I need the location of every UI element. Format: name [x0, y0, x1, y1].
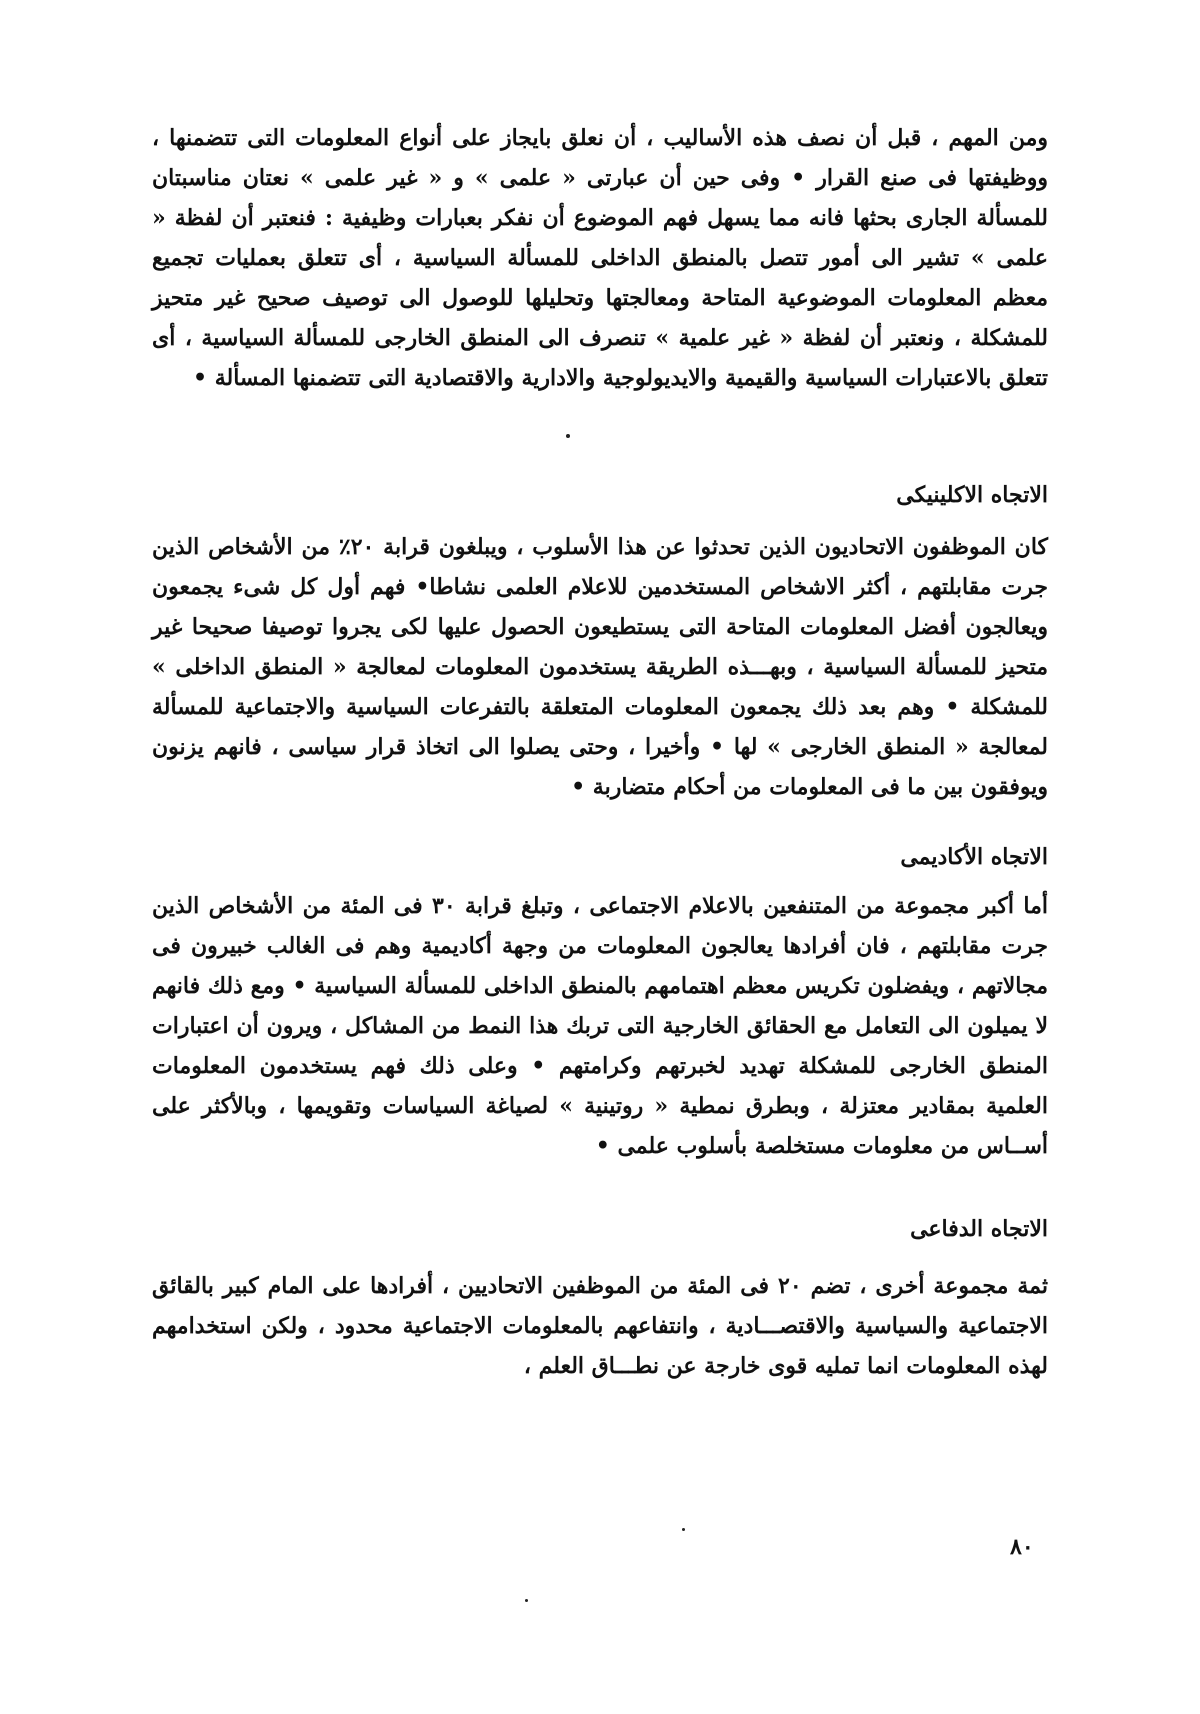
scan-speck: [682, 1528, 685, 1531]
section-heading-academic: الاتجاه الأكاديمى: [900, 844, 1048, 870]
section-paragraph-academic: أما أكبر مجموعة من المتنفعين بالاعلام الاجتماعى ، وتبلغ قرابة ٣٠ فى المئة من الأشخاص الذين جرت مقابلتهم ، فان أفرادها يعالجون المعلومات من وجهة أكاديمية وهم فى الغالب خبيرون فى مجالاتهم ، ويفضلون تكريس معظم اهتمامهم بالمنطق الداخلى للمسألة السياسية • ومع ذلك فانهم لا يميلون الى التعامل مع الحقائق الخارجية التى تربك هذا النمط من المشاكل ، ويرون أن اعتبارات المنطق الخارجى للمشكلة تهديد لخبرتهم وكرامتهم • وعلى ذلك فهم يستخدمون المعلومات العلمية بمقادير معتزلة ، وبطرق نمطية « روتينية » لصياغة السياسات وتقويمها ، وبالأكثر على أســاس من معلومات مستخلصة بأسلوب علمى •: [152, 893, 1048, 1159]
section-paragraph-defensive: ثمة مجموعة أخرى ، تضم ٢٠ فى المئة من الموظفين الاتحاديين ، أفرادها على المام كبير بالقائق الاجتماعية والسياسية والاقتصـــادية ، وانتفاعهم بالمعلومات الاجتماعية محدود ، ولكن استخدامهم لهذه المعلومات انما تمليه قوى خارجة عن نطـــاق العلم ،: [152, 1273, 1048, 1379]
section-heading-defensive: الاتجاه الدفاعى: [910, 1216, 1048, 1242]
scan-speck: [525, 1599, 528, 1602]
scan-speck: [566, 434, 570, 438]
page-number: ٨٠: [1010, 1534, 1034, 1560]
intro-paragraph: ومن المهم ، قبل أن نصف هذه الأساليب ، أن نعلق بايجاز على أنواع المعلومات التى تتضمنها ، ووظيفتها فى صنع القرار • وفى حين أن عبارتى « علمى » و « غير علمى » نعتان مناسبتان للمسألة الجارى بحثها فانه مما يسهل فهم الموضوع أن نفكر بعبارات وظيفية : فنعتبر أن لفظة « علمى » تشير الى أمور تتصل بالمنطق الداخلى للمسألة السياسية ، أى تتعلق بعمليات تجميع معظم المعلومات الموضوعية المتاحة ومعالجتها وتحليلها للوصول الى توصيف صحيح غير متحيز للمشكلة ، ونعتبر أن لفظة « غير علمية » تنصرف الى المنطق الخارجى للمسألة السياسية ، أى تتعلق بالاعتبارات السياسية والقيمية والايديولوجية والادارية والاقتصادية التى تتضمنها المسألة •: [152, 125, 1048, 391]
section-paragraph-clinical: كان الموظفون الاتحاديون الذين تحدثوا عن هذا الأسلوب ، ويبلغون قرابة ٢٠٪ من الأشخاص الذين جرت مقابلتهم ، أكثر الاشخاص المستخدمين للاعلام العلمى نشاطا• فهم أول كل شىء يجمعون ويعالجون أفضل المعلومات المتاحة التى يستطيعون الحصول عليها لكى يجروا توصيفا صحيحا غير متحيز للمسألة السياسية ، وبهـــذه الطريقة يستخدمون المعلومات لمعالجة « المنطق الداخلى » للمشكلة • وهم بعد ذلك يجمعون المعلومات المتعلقة بالتفرعات السياسية والاجتماعية للمسألة لمعالجة « المنطق الخارجى » لها • وأخيرا ، وحتى يصلوا الى اتخاذ قرار سياسى ، فانهم يزنون ويوفقون بين ما فى المعلومات من أحكام متضاربة •: [152, 534, 1048, 800]
section-heading-clinical: الاتجاه الاكلينيكى: [896, 482, 1048, 508]
